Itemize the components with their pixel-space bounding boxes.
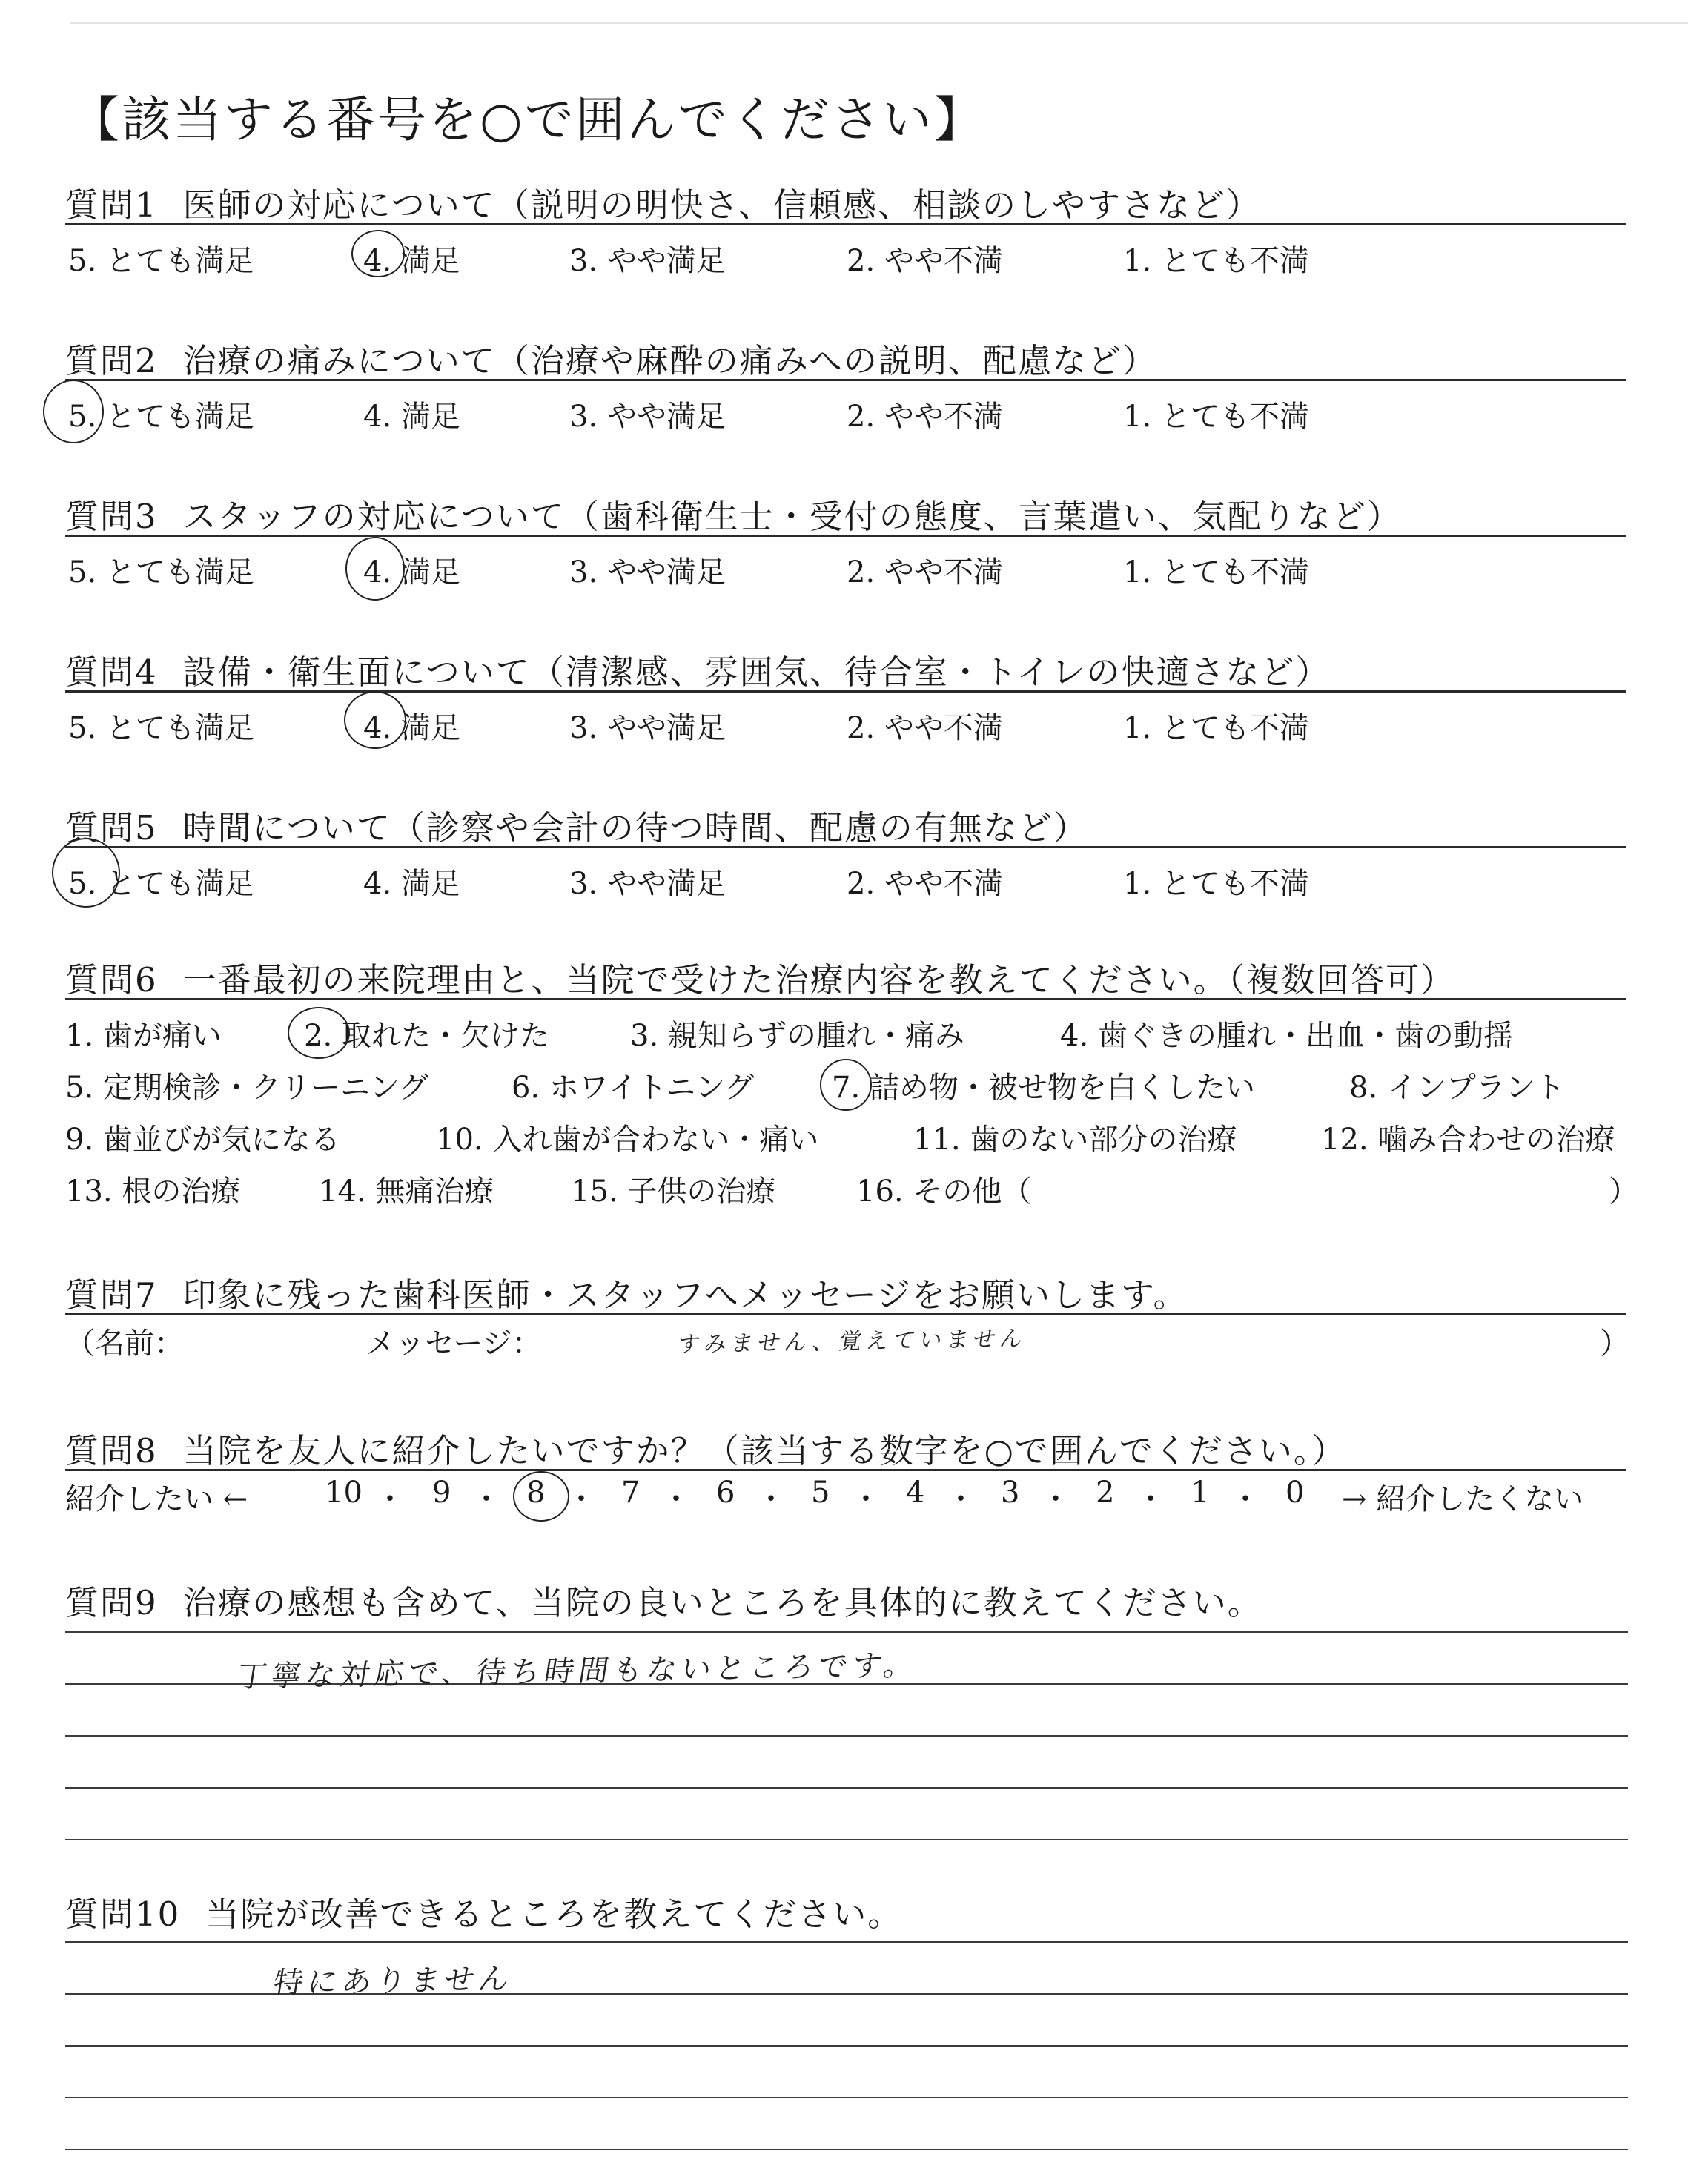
- scale-separator: ・: [756, 1482, 786, 1516]
- q6-option-3[interactable]: 3. 親知らずの腫れ・痛み: [630, 1019, 964, 1053]
- answer-line: [65, 1631, 1628, 1633]
- scale-separator: ・: [375, 1482, 405, 1516]
- scale-left-label: 紹介したい ←: [65, 1482, 248, 1516]
- q4-option-3[interactable]: 3. やや満足: [569, 711, 726, 745]
- question-label: 質問1: [65, 185, 158, 225]
- q6-option-16[interactable]: 16. その他（: [856, 1175, 1032, 1209]
- question-label: 質問7: [65, 1275, 158, 1315]
- answer-circle-mark: [820, 1059, 872, 1111]
- scale-8[interactable]: 8: [526, 1476, 546, 1510]
- answer-line: [65, 2045, 1628, 2047]
- scale-separator: ・: [1136, 1482, 1165, 1516]
- q3-option-1[interactable]: 1. とても不満: [1123, 555, 1309, 589]
- answer-line: [65, 2097, 1628, 2098]
- handwritten-improvements: 特にありません: [271, 1962, 516, 2001]
- question-text: 設備・衛生面について（清潔感、雰囲気、待合室・トイレの快適さなど）: [182, 653, 1331, 692]
- scale-7[interactable]: 7: [621, 1476, 640, 1510]
- scale-separator: ・: [1231, 1482, 1260, 1516]
- q6-option-10[interactable]: 10. 入れ歯が合わない・痛い: [436, 1123, 819, 1157]
- question-text: 治療の痛みについて（治療や麻酔の痛みへの説明、配慮など）: [182, 341, 1157, 380]
- answer-line: [65, 2149, 1628, 2150]
- question-rule: [65, 1313, 1626, 1315]
- question-label: 質問3: [65, 497, 158, 536]
- question-rule: [65, 223, 1626, 225]
- scale-right-label: → 紹介したくない: [1342, 1482, 1584, 1516]
- scale-separator: ・: [851, 1482, 881, 1516]
- q4-option-4[interactable]: 4. 満足: [363, 711, 460, 745]
- scale-10[interactable]: 10: [325, 1476, 363, 1510]
- q5-option-1[interactable]: 1. とても不満: [1123, 867, 1309, 901]
- scale-6[interactable]: 6: [716, 1476, 735, 1510]
- question-1: [65, 178, 1261, 226]
- question-8: [65, 1424, 1346, 1472]
- name-label: （名前：: [65, 1327, 184, 1361]
- question-text: 印象に残った歯科医師・スタッフへメッセージをお願いします。: [182, 1275, 1188, 1315]
- q3-option-2[interactable]: 2. やや不満: [847, 555, 1003, 589]
- question-7: [65, 1268, 1188, 1316]
- answer-circle-mark: [351, 230, 405, 277]
- question-2: [65, 334, 1157, 382]
- scale-separator: ・: [1041, 1482, 1070, 1516]
- message-close-paren: ）: [1600, 1327, 1629, 1361]
- question-label: 質問10: [65, 1895, 181, 1934]
- q2-option-5[interactable]: 5. とても満足: [68, 400, 254, 434]
- question-label: 質問6: [65, 960, 158, 1000]
- message-label: メッセージ：: [365, 1327, 542, 1361]
- q6-option-5[interactable]: 5. 定期検診・クリーニング: [65, 1071, 429, 1105]
- answer-line: [65, 1941, 1628, 1943]
- answer-line: [65, 1839, 1628, 1840]
- scale-separator: ・: [471, 1482, 501, 1516]
- q2-option-4[interactable]: 4. 満足: [363, 400, 460, 434]
- question-6: [65, 953, 1455, 1001]
- q1-option-3[interactable]: 3. やや満足: [569, 244, 726, 278]
- question-label: 質問8: [65, 1431, 158, 1470]
- scale-3[interactable]: 3: [1001, 1476, 1020, 1510]
- q5-option-2[interactable]: 2. やや不満: [847, 867, 1003, 901]
- q6-option-11[interactable]: 11. 歯のない部分の治療: [913, 1123, 1237, 1157]
- handwritten-message: すみません、覚えていません: [675, 1325, 1029, 1358]
- question-label: 質問2: [65, 341, 158, 380]
- q6-option-16-close-paren: ）: [1609, 1175, 1638, 1209]
- q6-option-9[interactable]: 9. 歯並びが気になる: [65, 1123, 340, 1157]
- q5-option-3[interactable]: 3. やや満足: [569, 867, 726, 901]
- q2-option-2[interactable]: 2. やや不満: [847, 400, 1003, 434]
- answer-circle-mark: [43, 380, 104, 443]
- scale-separator: ・: [661, 1482, 691, 1516]
- answer-line: [65, 1735, 1628, 1737]
- question-text: スタッフの対応について（歯科衛生士・受付の態度、言葉遣い、気配りなど）: [182, 497, 1402, 536]
- scale-5[interactable]: 5: [811, 1476, 830, 1510]
- q4-option-2[interactable]: 2. やや不満: [847, 711, 1003, 745]
- q1-option-5[interactable]: 5. とても満足: [68, 244, 254, 278]
- q6-option-4[interactable]: 4. 歯ぐきの腫れ・出血・歯の動揺: [1060, 1019, 1513, 1053]
- q2-option-3[interactable]: 3. やや満足: [569, 400, 726, 434]
- q6-option-7[interactable]: 7. 詰め物・被せ物を白くしたい: [832, 1071, 1255, 1105]
- scale-2[interactable]: 2: [1096, 1476, 1115, 1510]
- q3-option-4[interactable]: 4. 満足: [363, 555, 460, 589]
- question-label: 質問4: [65, 653, 158, 692]
- answer-circle-mark: [344, 691, 406, 749]
- question-10: [65, 1887, 902, 1935]
- question-label: 質問5: [65, 808, 158, 848]
- q6-option-6[interactable]: 6. ホワイトニング: [512, 1071, 755, 1105]
- q6-option-1[interactable]: 1. 歯が痛い: [65, 1019, 222, 1053]
- question-4: [65, 645, 1331, 693]
- instruction-header: 【該当する番号を○で囲んでください】: [70, 91, 985, 148]
- q2-option-1[interactable]: 1. とても不満: [1123, 400, 1309, 434]
- question-text: 治療の感想も含めて、当院の良いところを具体的に教えてください。: [182, 1583, 1262, 1622]
- q6-option-15[interactable]: 15. 子供の治療: [571, 1175, 776, 1209]
- question-9: [65, 1576, 1262, 1624]
- question-text: 当院が改善できるところを教えてください。: [205, 1895, 903, 1934]
- handwritten-good-points: 丁寧な対応で、待ち時間もないところです。: [234, 1648, 921, 1694]
- q1-option-1[interactable]: 1. とても不満: [1123, 244, 1309, 278]
- scale-9[interactable]: 9: [432, 1476, 451, 1510]
- q5-option-5[interactable]: 5. とても満足: [68, 867, 254, 901]
- q4-option-1[interactable]: 1. とても不満: [1123, 711, 1309, 745]
- q3-option-5[interactable]: 5. とても満足: [68, 555, 254, 589]
- question-text: 一番最初の来院理由と、当院で受けた治療内容を教えてください。（複数回答可）: [182, 960, 1456, 1000]
- question-rule: [65, 846, 1626, 848]
- question-label: 質問9: [65, 1583, 158, 1622]
- answer-circle-mark: [513, 1471, 569, 1522]
- scale-1[interactable]: 1: [1191, 1476, 1210, 1510]
- question-3: [65, 489, 1402, 538]
- question-rule: [65, 379, 1626, 381]
- scale-4[interactable]: 4: [906, 1476, 925, 1510]
- q6-option-8[interactable]: 8. インプラント: [1349, 1071, 1565, 1105]
- answer-circle-mark: [288, 1007, 350, 1059]
- q6-option-14[interactable]: 14. 無痛治療: [319, 1175, 494, 1209]
- scale-separator: ・: [946, 1482, 976, 1516]
- answer-line: [65, 1787, 1628, 1789]
- q6-option-12[interactable]: 12. 噛み合わせの治療: [1321, 1123, 1615, 1157]
- question-5: [65, 801, 1088, 849]
- q4-option-5[interactable]: 5. とても満足: [68, 711, 254, 745]
- referral-scale: [65, 1476, 1629, 1516]
- question-text: 医師の対応について（説明の明快さ、信頼感、相談のしやすさなど）: [182, 185, 1261, 225]
- answer-circle-mark: [345, 537, 405, 601]
- q5-option-4[interactable]: 4. 満足: [363, 867, 460, 901]
- q3-option-3[interactable]: 3. やや満足: [569, 555, 726, 589]
- scale-separator: ・: [566, 1482, 596, 1516]
- question-rule: [65, 998, 1626, 1000]
- q6-option-13[interactable]: 13. 根の治療: [65, 1175, 241, 1209]
- q6-option-2[interactable]: 2. 取れた・欠けた: [304, 1019, 549, 1053]
- question-rule: [65, 690, 1626, 693]
- q1-option-4[interactable]: 4. 満足: [363, 244, 460, 278]
- top-border: [70, 22, 1688, 24]
- answer-circle-mark: [52, 838, 120, 908]
- question-text: 時間について（診察や会計の待つ時間、配慮の有無など）: [182, 808, 1088, 848]
- question-rule: [65, 1469, 1626, 1471]
- question-rule: [65, 535, 1626, 537]
- scale-0[interactable]: 0: [1285, 1476, 1305, 1510]
- q1-option-2[interactable]: 2. やや不満: [847, 244, 1003, 278]
- question-text: 当院を友人に紹介したいですか？（該当する数字を○で囲んでください。）: [182, 1431, 1347, 1470]
